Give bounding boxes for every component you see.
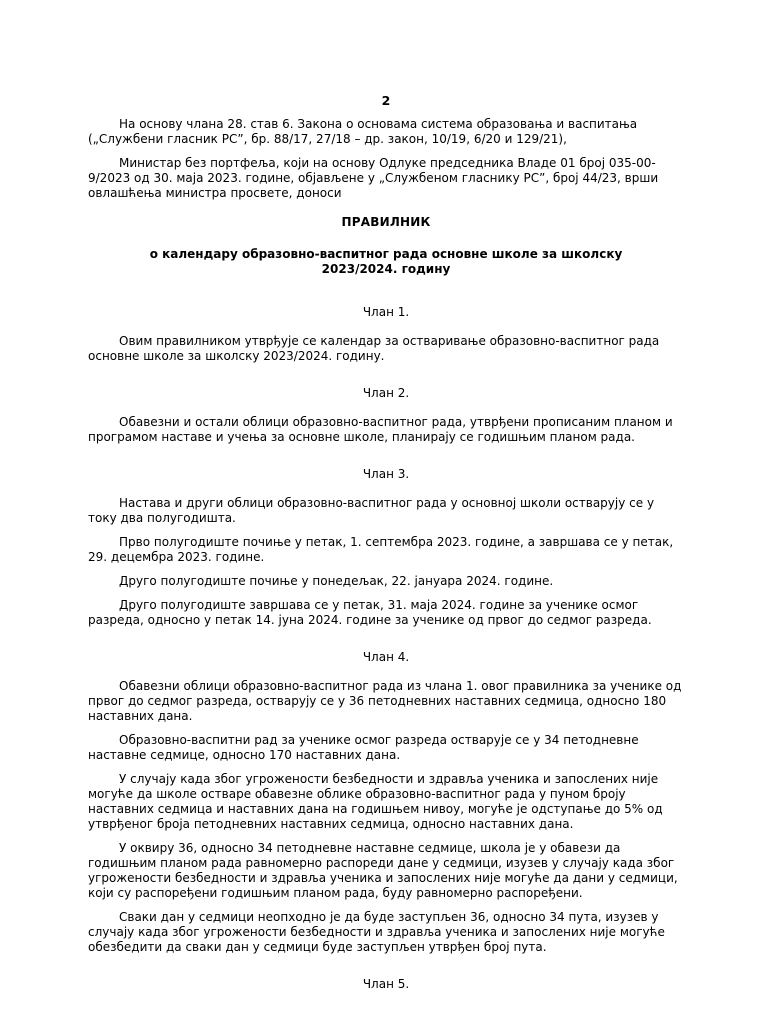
article-2-paragraph-1: Обавезни и остали облици образовно-васпитног рада, утврђени прописаним планом и програмом наставе и учења за основне школе, планирају се годишњим планом рада.	[88, 415, 673, 444]
article-heading-5: Члан 5.	[362, 977, 410, 991]
article-3-paragraph-4: Друго полугодиште завршава се у петак, 31. маја 2024. године за ученике осмог разреда, односно у петак 14. јуна 2024. године за ученике од првог до седмог разреда.	[88, 598, 652, 627]
article-4-paragraph-5: Сваки дан у седмици неопходно је да буде заступљен 36, односно 34 пута, изузев у случају када због угрожености безбедности и здравља ученика и запослених није могуће обезбедити да сваки дан у седмици буде заступљен утврђен број пута.	[88, 910, 665, 954]
document-page	[88, 93, 684, 1006]
preamble-paragraph-2: Министар без портфеља, који на основу Одлуке председника Владе 01 број 035-00-9/2023 од 30. маја 2023. године, објављене у „Службеном гласнику РС”, број 44/23, врши овлашћења министра просвете, доноси	[88, 156, 659, 200]
article-4-paragraph-1: Обавезни облици образовно-васпитног рада из члана 1. овог правилника за ученике од првог до седмог разреда, остварују се у 36 петодневних наставних седмица, односно 180 наставних дана.	[88, 679, 682, 723]
article-4-paragraph-3: У случају када због угрожености безбедности и здравља ученика и запослених није могуће да школе остваре обавезне облике образовно-васпитног рада у пуном броју наставних седмица и наставних дана на годишњем нивоу, могуће је одступање до 5% од утврђеног броја петодневних наставних седмица, односно наставних дана.	[88, 772, 663, 831]
article-3-paragraph-2: Прво полугодиште почиње у петак, 1. септембра 2023. године, а завршава се у петак, 29. децембра 2023. године.	[88, 535, 674, 564]
document-subtitle: о календару образовно-васпитног рада основне школе за школску 2023/2024. годину	[149, 247, 623, 276]
article-4-paragraph-4: У оквиру 36, односно 34 петодневне наставне седмице, школа је у обавези да годишњим планом рада равномерно распореди дане у седмици, изузев у случају када због угрожености безбедности и здравља ученика и запослених није могуће да дани у седмици, који су распоређени годишњим планом рада, буду равномерно распоређени.	[88, 841, 678, 900]
article-3-paragraph-3: Друго полугодиште почиње у понедељак, 22. јануара 2024. године.	[119, 574, 554, 588]
article-heading-4: Члан 4.	[362, 650, 410, 664]
document-title: ПРАВИЛНИК	[341, 215, 431, 229]
preamble-paragraph-1: На основу члана 28. став 6. Закона о основама система образовања и васпитања („Службени гласник РС”, бр. 88/17, 27/18 – др. закон, 10/19, 6/20 и 129/21),	[88, 117, 638, 146]
article-heading-1: Члан 1.	[362, 305, 410, 319]
article-1-paragraph-1: Овим правилником утврђује се календар за остваривање образовно-васпитног рада основне школе за школску 2023/2024. годину.	[88, 334, 660, 363]
page-number: 2	[381, 93, 391, 108]
article-heading-2: Члан 2.	[362, 386, 410, 400]
article-4-paragraph-2: Образовно-васпитни рад за ученике осмог разреда остварује се у 34 петодневне наставне седмице, односно 170 наставних дана.	[88, 733, 639, 762]
article-3-paragraph-1: Настава и други облици образовно-васпитног рада у основној школи остварују се у току два полугодишта.	[88, 496, 655, 525]
article-heading-3: Члан 3.	[362, 467, 410, 481]
